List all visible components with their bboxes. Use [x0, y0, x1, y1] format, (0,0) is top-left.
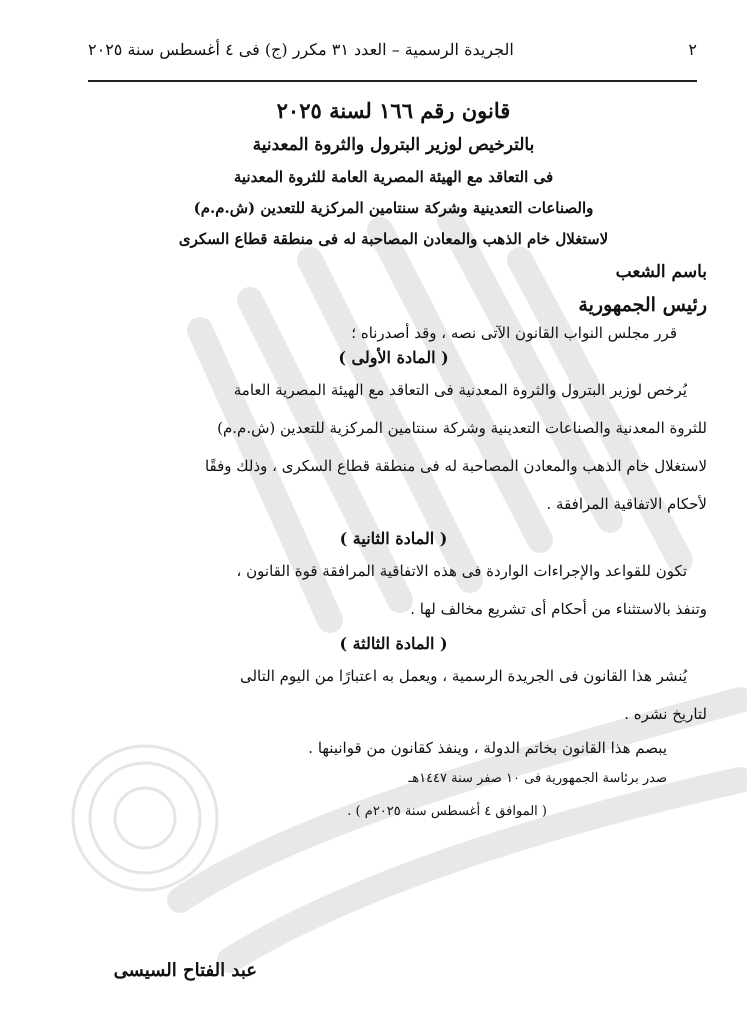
law-body — [80, 90, 707, 819]
issue-date-gregorian: ( الموافق ٤ أغسطس سنة ٢٠٢٥م ) . — [347, 804, 547, 819]
law-subject-line-2: والصناعات التعدينية وشركة سنتامين المركزية للتعدين (ش.م.م) — [193, 199, 594, 217]
article-1-line: للثروة المعدنية والصناعات التعدينية وشركة سنتامين المركزية للتعدين (ش.م.م) — [217, 419, 707, 437]
page-header — [88, 40, 697, 59]
law-title: قانون رقم ١٦٦ لسنة ٢٠٢٥ — [276, 98, 511, 123]
article-2-heading: ( المادة الثانية ) — [339, 529, 448, 548]
article-3-line: يُنشر هذا القانون فى الجريدة الرسمية ، ويعمل به اعتبارًا من اليوم التالى — [239, 667, 687, 685]
article-1-line: يُرخص لوزير البترول والثروة المعدنية فى التعاقد مع الهيئة المصرية العامة — [233, 381, 687, 399]
law-subject-line-1: فى التعاقد مع الهيئة المصرية العامة للثروة المعدنية — [233, 168, 554, 186]
article-1-line: لاستغلال خام الذهب والمعادن المصاحبة له فى منطقة قطاع السكرى ، وذلك وفقًا — [204, 457, 707, 475]
article-1-heading: ( المادة الأولى ) — [338, 348, 449, 367]
president-signature: عبد الفتاح السيسى — [113, 960, 257, 981]
law-subtitle: بالترخيص لوزير البترول والثروة المعدنية — [252, 135, 535, 155]
parliament-intro: قرر مجلس النواب القانون الآتى نصه ، وقد أصدرناه ؛ — [351, 324, 677, 342]
article-2-line: تكون للقواعد والإجراءات الواردة فى هذه الاتفاقية المرافقة قوة القانون ، — [236, 562, 687, 580]
article-3-line: لتاريخ نشره . — [624, 705, 707, 723]
president-heading: رئيس الجمهورية — [578, 294, 707, 316]
article-2-line: وتنفذ بالاستثناء من أحكام أى تشريع مخالف لها . — [410, 600, 707, 618]
law-subject-line-3: لاستغلال خام الذهب والمعادن المصاحبة له فى منطقة قطاع السكرى — [178, 230, 609, 248]
state-seal-clause: يبصم هذا القانون بخاتم الدولة ، وينفذ كقانون من قوانينها . — [308, 739, 667, 757]
article-3-heading: ( المادة الثالثة ) — [339, 634, 448, 653]
in-the-name-of-people: باسم الشعب — [615, 262, 707, 282]
gazette-issue: الجريدة الرسمية – العدد ٣١ مكرر (ج) فى ٤ أغسطس سنة ٢٠٢٥ — [88, 40, 514, 59]
page-number: ٢ — [688, 40, 697, 59]
issue-date-hijri: صدر برئاسة الجمهورية فى ١٠ صفر سنة ١٤٤٧هـ — [408, 771, 667, 786]
header-divider — [88, 80, 697, 82]
article-1-line: لأحكام الاتفاقية المرافقة . — [546, 495, 707, 513]
